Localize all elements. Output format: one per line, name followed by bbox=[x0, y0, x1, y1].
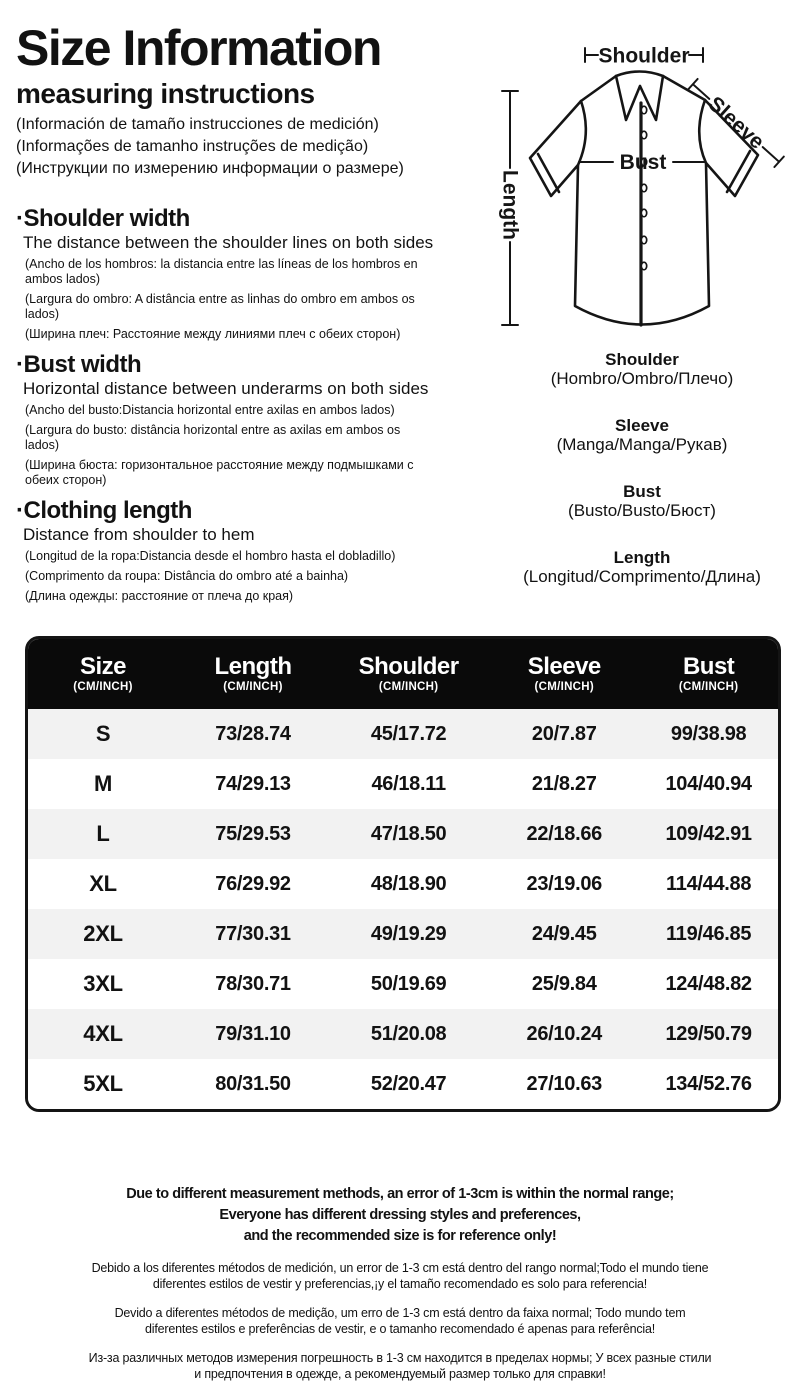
section-description: The distance between the shoulder lines on both sides bbox=[23, 233, 434, 252]
disclaimer-en-line: Everyone has different dressing styles and preferences, bbox=[219, 1207, 581, 1223]
length-diagram-label: Length bbox=[498, 170, 522, 240]
shirt-measurement-diagram bbox=[486, 28, 796, 348]
value-cell: 104/40.94 bbox=[665, 772, 752, 795]
disclaimer-es-line: Debido a los diferentes métodos de medición, un error de 1-3 cm está dentro del rango normal;Todo el mundo tiene bbox=[91, 1261, 709, 1275]
disclaimer-notes bbox=[0, 1184, 800, 1382]
page-subtitle: measuring instructions bbox=[16, 78, 315, 109]
section-ru: (Ширина бюста: горизонтальное расстояние между подмышками с обеих сторон) bbox=[25, 458, 414, 487]
size-cell: 2XL bbox=[83, 921, 123, 946]
disclaimer-pt bbox=[0, 1305, 800, 1337]
value-cell: 78/30.71 bbox=[215, 972, 291, 995]
size-cell: 4XL bbox=[83, 1021, 123, 1046]
section-es: (Ancho del busto:Distancia horizontal entre axilas en ambos lados) bbox=[25, 403, 395, 417]
legend-shoulder bbox=[486, 350, 798, 388]
section-description: Distance from shoulder to hem bbox=[23, 525, 255, 544]
value-cell: 75/29.53 bbox=[215, 822, 291, 845]
section-bust-width bbox=[16, 352, 486, 488]
value-cell: 80/31.50 bbox=[215, 1072, 291, 1095]
bullet: · bbox=[16, 205, 24, 232]
disclaimer-en-line: and the recommended size is for reference only! bbox=[243, 1228, 557, 1244]
legend-term: Sleeve bbox=[615, 416, 669, 435]
legend-sleeve bbox=[486, 416, 798, 454]
legend-bust bbox=[486, 482, 798, 520]
legend-term: Bust bbox=[623, 482, 661, 501]
value-cell: 27/10.63 bbox=[526, 1072, 602, 1095]
value-cell: 49/19.29 bbox=[370, 922, 447, 945]
disclaimer-en bbox=[0, 1184, 800, 1247]
disclaimer-ru bbox=[0, 1350, 800, 1382]
disclaimer-pt-line: diferentes estilos e preferências de vestir, e o tamanho recomendado é apenas para referência! bbox=[145, 1322, 655, 1336]
section-pt: (Largura do ombro: A distância entre as linhas do ombro em ambos os lados) bbox=[25, 292, 415, 321]
value-cell: 74/29.13 bbox=[215, 772, 291, 795]
section-pt: (Comprimento da roupa: Distância do ombro até a bainha) bbox=[25, 569, 349, 583]
table-row-3xl bbox=[28, 959, 778, 1009]
value-cell: 119/46.85 bbox=[666, 922, 752, 945]
disclaimer-ru-line: Из-за различных методов измерения погрешность в 1-3 см находится в пределах нормы; У всех разные стили bbox=[88, 1351, 712, 1365]
legend-length bbox=[486, 548, 798, 586]
subtitle-pt: (Informações de tamanho instruções de medição) bbox=[16, 138, 369, 155]
size-cell: XL bbox=[89, 871, 117, 896]
value-cell: 47/18.50 bbox=[370, 822, 447, 845]
section-title: Bust width bbox=[23, 351, 142, 378]
shoulder-diagram-label: Shoulder bbox=[598, 44, 690, 68]
disclaimer-pt-line: Devido a diferentes métodos de medição, um erro de 1-3 cm está dentro da faixa normal; Todo mundo tem bbox=[114, 1306, 686, 1320]
value-cell: 46/18.11 bbox=[371, 772, 446, 795]
value-cell: 24/9.45 bbox=[531, 922, 597, 945]
size-table-header bbox=[28, 639, 778, 709]
header-cell-size: Size (CM/INCH) bbox=[28, 639, 178, 709]
legend-translations: (Busto/Busto/Бюст) bbox=[568, 501, 716, 520]
value-cell: 21/8.27 bbox=[531, 772, 597, 795]
subtitle-ru: (Инструкции по измерению информации о размере) bbox=[16, 160, 404, 177]
section-ru: (Длина одежды: расстояние от плеча до края) bbox=[25, 589, 294, 603]
header-cell-sleeve: Sleeve (CM/INCH) bbox=[489, 639, 639, 709]
instructions-column bbox=[16, 20, 486, 609]
shirt-cuff-right bbox=[727, 151, 750, 192]
disclaimer-es-line: diferentes estilos de vestir y preferencias,¡y el tamaño recomendado es solo para referencia! bbox=[152, 1277, 648, 1291]
diagram-legend bbox=[486, 350, 798, 614]
value-cell: 51/20.08 bbox=[370, 1022, 447, 1045]
size-cell: 5XL bbox=[83, 1071, 123, 1096]
shirt-armhole-left bbox=[578, 101, 586, 165]
section-description: Horizontal distance between underarms on both sides bbox=[23, 379, 429, 398]
section-shoulder-width bbox=[16, 206, 486, 342]
value-cell: 48/18.90 bbox=[370, 872, 447, 895]
header-cell-length: Length (CM/INCH) bbox=[178, 639, 328, 709]
disclaimer-en-line: Due to different measurement methods, an error of 1-3cm is within the normal range; bbox=[126, 1186, 674, 1202]
value-cell: 124/48.82 bbox=[665, 972, 752, 995]
legend-translations: (Manga/Manga/Рукав) bbox=[556, 435, 728, 454]
value-cell: 52/20.47 bbox=[370, 1072, 447, 1095]
value-cell: 79/31.10 bbox=[215, 1022, 291, 1045]
disclaimer-es bbox=[0, 1260, 800, 1292]
value-cell: 77/30.31 bbox=[215, 922, 291, 945]
table-row-l bbox=[28, 809, 778, 859]
section-clothing-length bbox=[16, 498, 486, 604]
size-cell: 3XL bbox=[83, 971, 123, 996]
table-row-m bbox=[28, 759, 778, 809]
header-cell-shoulder: Shoulder (CM/INCH) bbox=[328, 639, 489, 709]
size-cell: S bbox=[95, 721, 111, 746]
table-row-4xl bbox=[28, 1009, 778, 1059]
size-cell: L bbox=[96, 821, 110, 846]
value-cell: 73/28.74 bbox=[215, 722, 291, 745]
value-cell: 129/50.79 bbox=[665, 1022, 752, 1045]
value-cell: 134/52.76 bbox=[665, 1072, 752, 1095]
shirt-cuff-left bbox=[538, 154, 559, 192]
size-table bbox=[28, 639, 778, 1109]
value-cell: 114/44.88 bbox=[666, 872, 752, 895]
value-cell: 23/19.06 bbox=[526, 872, 602, 895]
table-row-5xl bbox=[28, 1059, 778, 1109]
section-ru: (Ширина плеч: Расстояние между линиями плеч с обеих сторон) bbox=[25, 327, 401, 341]
value-cell: 45/17.72 bbox=[370, 722, 447, 745]
value-cell: 99/38.98 bbox=[670, 722, 747, 745]
subtitle-es: (Información de tamaño instrucciones de medición) bbox=[16, 116, 379, 133]
value-cell: 20/7.87 bbox=[531, 722, 597, 745]
disclaimer-ru-line: и предпочтения в одежде, а рекомендуемый размер только для справки! bbox=[194, 1367, 606, 1381]
bullet: · bbox=[16, 351, 24, 378]
legend-translations: (Hombro/Ombro/Плечо) bbox=[550, 369, 734, 388]
section-title: Clothing length bbox=[23, 497, 192, 524]
size-table-body bbox=[28, 709, 778, 1109]
table-row-2xl bbox=[28, 909, 778, 959]
value-cell: 26/10.24 bbox=[526, 1022, 602, 1045]
value-cell: 109/42.91 bbox=[665, 822, 752, 845]
subtitle-translations bbox=[16, 114, 486, 180]
legend-translations: (Longitud/Comprimento/Длина) bbox=[523, 567, 761, 586]
value-cell: 22/18.66 bbox=[526, 822, 602, 845]
value-cell: 50/19.69 bbox=[370, 972, 447, 995]
section-pt: (Largura do busto: distância horizontal entre as axilas em ambos os lados) bbox=[25, 423, 401, 452]
section-es: (Longitud de la ropa:Distancia desde el hombro hasta el dobladillo) bbox=[25, 549, 396, 563]
section-es: (Ancho de los hombros: la distancia entre las líneas de los hombros en ambos lados) bbox=[25, 257, 418, 286]
legend-term: Length bbox=[613, 548, 671, 567]
bust-diagram-label: Bust bbox=[619, 151, 667, 174]
table-row-s bbox=[28, 709, 778, 759]
table-row-xl bbox=[28, 859, 778, 909]
value-cell: 76/29.92 bbox=[215, 872, 291, 895]
sleeve-diagram-label: Sleeve bbox=[703, 92, 769, 154]
header-cell-bust: Bust (CM/INCH) bbox=[639, 639, 778, 709]
size-table-container bbox=[25, 636, 781, 1112]
section-title: Shoulder width bbox=[23, 205, 190, 232]
page-title: Size Information bbox=[16, 20, 381, 76]
value-cell: 25/9.84 bbox=[531, 972, 597, 995]
legend-term: Shoulder bbox=[605, 350, 679, 369]
size-cell: M bbox=[93, 771, 113, 796]
bullet: · bbox=[16, 497, 24, 524]
